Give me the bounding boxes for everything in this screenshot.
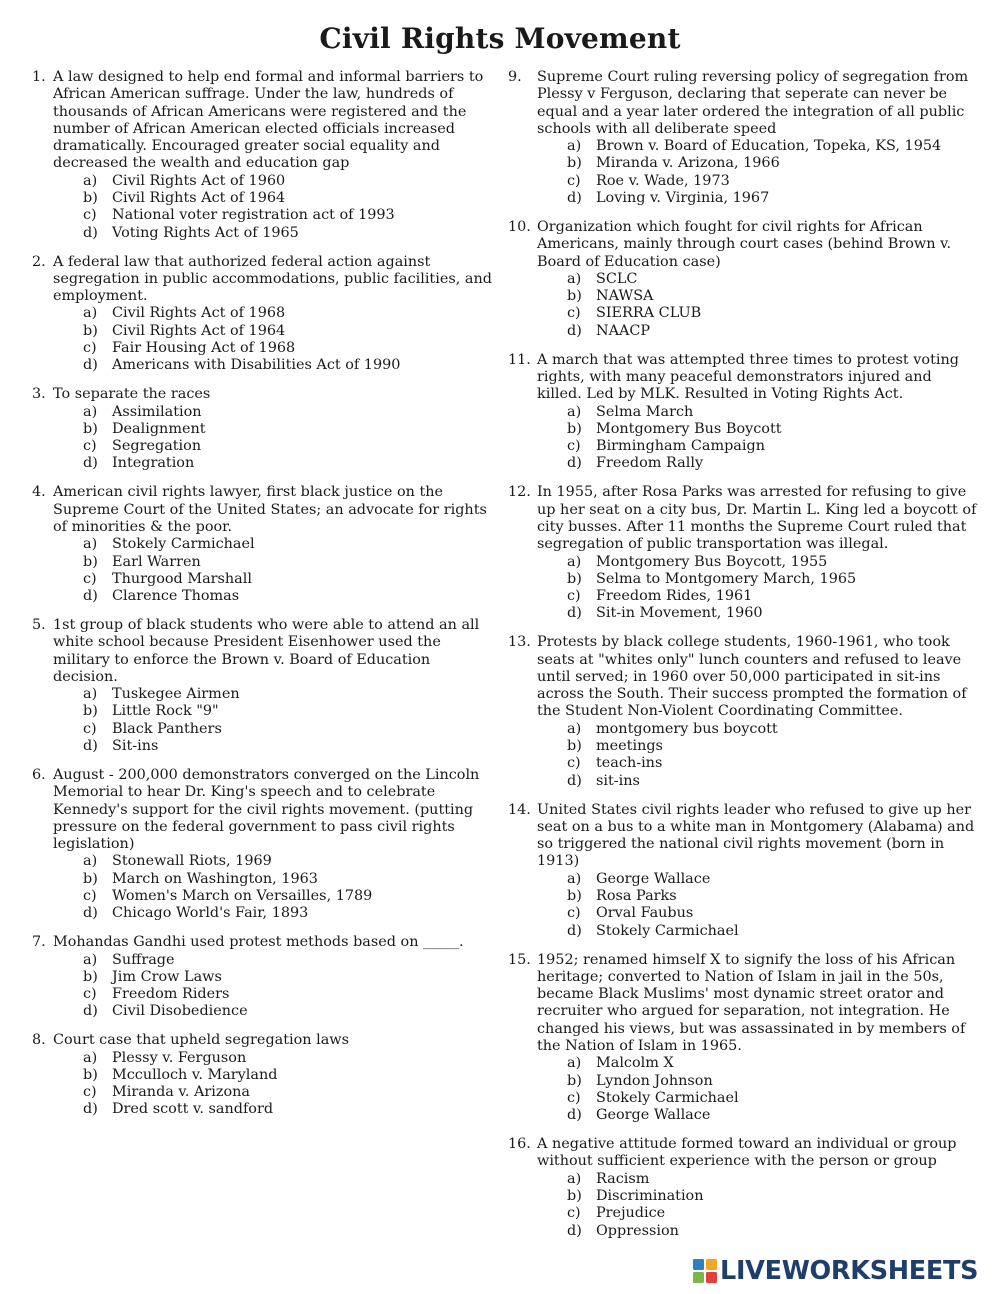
option-letter: a) — [83, 951, 98, 968]
option-text: Fair Housing Act of 1968 — [112, 340, 296, 357]
answer-option — [508, 190, 978, 207]
option-letter: a) — [83, 403, 98, 420]
question-text: 1st group of black students who were able to attend an all white school because President Eisenhower used the military to enforce the Brown v. Board of Education decision. — [53, 616, 480, 685]
option-text: meetings — [596, 738, 663, 755]
answer-option — [32, 588, 494, 605]
answer-options — [32, 686, 494, 755]
question-number: 5. — [32, 616, 46, 633]
answer-options — [508, 271, 978, 340]
option-letter: a) — [83, 172, 98, 189]
question-stem — [32, 1032, 494, 1049]
option-text: Malcolm X — [596, 1055, 674, 1072]
answer-options — [508, 554, 978, 623]
option-text: Miranda v. Arizona — [112, 1084, 250, 1101]
question-text: To separate the races — [53, 386, 211, 403]
answer-option — [508, 738, 978, 755]
answer-options — [508, 404, 978, 473]
option-text: Suffrage — [112, 951, 175, 968]
option-letter: d) — [83, 905, 98, 922]
option-letter: a) — [83, 1049, 98, 1066]
option-text: Stonewall Riots, 1969 — [112, 853, 272, 870]
logo-square-1 — [693, 1259, 704, 1270]
answer-option — [32, 421, 494, 438]
option-text: sit-ins — [596, 772, 640, 789]
answer-options — [508, 871, 978, 940]
option-letter: d) — [83, 1101, 98, 1118]
option-text: Assimilation — [112, 403, 202, 420]
option-text: NAWSA — [596, 288, 654, 305]
question-stem — [508, 1136, 978, 1171]
option-letter: c) — [567, 905, 581, 922]
answer-option — [508, 1055, 978, 1072]
option-text: National voter registration act of 1993 — [112, 207, 395, 224]
option-text: Freedom Rides, 1961 — [596, 588, 753, 605]
page-title: Civil Rights Movement — [319, 22, 681, 55]
option-text: Birmingham Campaign — [596, 438, 765, 455]
question-stem — [32, 386, 494, 403]
question-text: American civil rights lawyer, first black justice on the Supreme Court of the United States; an advocate for rights of minorities & the poor. — [53, 484, 487, 535]
question-item — [32, 617, 494, 755]
question-number: 12. — [508, 484, 531, 501]
option-letter: d) — [567, 455, 582, 472]
option-text: Little Rock "9" — [112, 703, 219, 720]
option-letter: c) — [83, 438, 97, 455]
option-letter: a) — [567, 1055, 582, 1072]
option-letter: b) — [83, 1066, 98, 1083]
answer-option — [32, 1067, 494, 1084]
option-letter: a) — [567, 270, 582, 287]
question-item — [508, 352, 978, 473]
answer-option — [508, 138, 978, 155]
question-item — [32, 934, 494, 1020]
option-text: Tuskegee Airmen — [112, 686, 240, 703]
answer-option — [32, 853, 494, 870]
option-text: March on Washington, 1963 — [112, 870, 318, 887]
option-letter: b) — [567, 1072, 582, 1089]
option-letter: b) — [83, 553, 98, 570]
question-text: In 1955, after Rosa Parks was arrested for refusing to give up her seat on a city bus, Dr. Martin L. King led a boycott of city busses. After 11 months the Supreme Court ruled that segregation of public transportation was illegal. — [537, 484, 977, 553]
answer-option — [32, 952, 494, 969]
option-text: Plessy v. Ferguson — [112, 1049, 247, 1066]
option-text: Civil Disobedience — [112, 1003, 248, 1020]
option-text: Clarence Thomas — [112, 588, 240, 605]
option-text: George Wallace — [596, 870, 711, 887]
option-letter: b) — [567, 288, 582, 305]
logo-square-3 — [693, 1272, 704, 1283]
answer-option — [32, 888, 494, 905]
answer-option — [32, 305, 494, 322]
option-text: NAACP — [596, 322, 651, 339]
option-letter: d) — [567, 322, 582, 339]
option-text: Dred scott v. sandford — [112, 1101, 274, 1118]
answer-option — [508, 888, 978, 905]
option-letter: b) — [83, 968, 98, 985]
question-number: 8. — [32, 1032, 46, 1049]
option-letter: d) — [567, 1222, 582, 1239]
option-text: Prejudice — [596, 1205, 666, 1222]
answer-option — [32, 721, 494, 738]
option-letter: d) — [567, 922, 582, 939]
question-text: Organization which fought for civil rights for African Americans, mainly through court cases (behind Brown v. Board of Education case) — [537, 218, 952, 270]
option-text: montgomery bus boycott — [596, 720, 778, 737]
question-number: 9. — [508, 69, 522, 85]
option-letter: c) — [83, 340, 97, 357]
answer-option — [32, 1003, 494, 1020]
answer-option — [508, 1188, 978, 1205]
liveworksheets-logo-icon — [693, 1259, 717, 1283]
answer-option — [32, 1101, 494, 1118]
answer-option — [32, 738, 494, 755]
left-column — [32, 69, 494, 1130]
answer-option — [508, 173, 978, 190]
question-item — [32, 69, 494, 242]
question-stem — [508, 484, 978, 553]
question-number: 2. — [32, 253, 46, 270]
option-text: Jim Crow Laws — [112, 968, 222, 985]
answer-option — [32, 173, 494, 190]
option-text: Montgomery Bus Boycott — [596, 420, 782, 437]
option-letter: c) — [567, 755, 581, 772]
answer-option — [508, 605, 978, 622]
answer-options — [32, 404, 494, 473]
option-text: Civil Rights Act of 1960 — [112, 172, 286, 189]
option-text: Chicago World's Fair, 1893 — [112, 905, 309, 922]
answer-options — [508, 721, 978, 790]
option-text: Americans with Disabilities Act of 1990 — [112, 357, 401, 374]
question-number: 10. — [508, 218, 531, 235]
option-letter: b) — [567, 155, 582, 172]
option-letter: d) — [83, 455, 98, 472]
answer-option — [32, 686, 494, 703]
question-item — [508, 1136, 978, 1240]
option-text: Integration — [112, 455, 195, 472]
option-letter: a) — [83, 536, 98, 553]
option-text: Stokely Carmichael — [596, 1089, 739, 1106]
answer-options — [32, 1050, 494, 1119]
answer-option — [32, 536, 494, 553]
question-stem — [508, 634, 978, 720]
option-letter: c) — [567, 1205, 581, 1222]
option-text: Stokely Carmichael — [112, 536, 255, 553]
option-text: Civil Rights Act of 1964 — [112, 190, 286, 207]
answer-option — [32, 340, 494, 357]
answer-option — [508, 288, 978, 305]
option-letter: c) — [567, 1089, 581, 1106]
option-letter: a) — [83, 305, 98, 322]
answer-options — [508, 1055, 978, 1124]
answer-option — [32, 905, 494, 922]
answer-option — [32, 969, 494, 986]
option-text: Racism — [596, 1170, 650, 1187]
option-letter: a) — [567, 138, 582, 155]
question-text: 1952; renamed himself X to signify the loss of his African heritage; converted to Nation of Islam in jail in the 50s, became Black Muslims' most dynamic street orator and recruiter who argued for separation, not integration. He changed his views, but was assassinated in by members of the Nation of Islam in 1965. — [537, 951, 966, 1054]
option-text: Earl Warren — [112, 553, 201, 570]
answer-options — [32, 173, 494, 242]
option-letter: d) — [83, 357, 98, 374]
option-text: Civil Rights Act of 1964 — [112, 322, 286, 339]
option-letter: c) — [83, 207, 97, 224]
question-number: 4. — [32, 484, 46, 501]
answer-option — [32, 571, 494, 588]
answer-option — [32, 207, 494, 224]
option-letter: b) — [83, 703, 98, 720]
option-letter: a) — [567, 720, 582, 737]
option-letter: b) — [567, 888, 582, 905]
option-text: Selma to Montgomery March, 1965 — [596, 570, 857, 587]
option-text: Roe v. Wade, 1973 — [596, 172, 730, 189]
answer-options — [32, 536, 494, 605]
option-letter: d) — [83, 224, 98, 241]
option-text: Dealignment — [112, 420, 206, 437]
question-number: 11. — [508, 351, 531, 368]
question-stem — [508, 352, 978, 404]
option-text: Civil Rights Act of 1968 — [112, 305, 286, 322]
option-letter: b) — [567, 738, 582, 755]
question-item — [508, 952, 978, 1125]
option-letter: b) — [83, 322, 98, 339]
option-text: Montgomery Bus Boycott, 1955 — [596, 553, 828, 570]
option-letter: b) — [567, 1187, 582, 1204]
answer-option — [508, 155, 978, 172]
answer-option — [508, 1171, 978, 1188]
option-letter: c) — [567, 588, 581, 605]
option-letter: c) — [83, 720, 97, 737]
option-text: Voting Rights Act of 1965 — [112, 224, 299, 241]
question-stem — [508, 69, 978, 138]
option-letter: a) — [567, 870, 582, 887]
answer-option — [508, 588, 978, 605]
option-letter: a) — [567, 1170, 582, 1187]
answer-option — [508, 421, 978, 438]
option-letter: d) — [567, 1107, 582, 1124]
question-item — [508, 219, 978, 340]
option-text: Rosa Parks — [596, 888, 677, 905]
question-stem — [32, 767, 494, 853]
question-number: 14. — [508, 801, 531, 818]
option-letter: c) — [567, 172, 581, 189]
option-text: George Wallace — [596, 1107, 711, 1124]
option-letter: c) — [567, 305, 581, 322]
question-item — [508, 484, 978, 622]
option-text: Selma March — [596, 403, 694, 420]
option-text: Sit-ins — [112, 738, 159, 755]
answer-option — [32, 455, 494, 472]
question-number: 15. — [508, 951, 531, 968]
question-stem — [32, 617, 494, 686]
answer-option — [508, 571, 978, 588]
question-item — [32, 1032, 494, 1118]
option-letter: b) — [83, 870, 98, 887]
answer-option — [508, 905, 978, 922]
question-text: A federal law that authorized federal action against segregation in public accommodations, public facilities, and employment. — [53, 253, 492, 305]
option-text: Discrimination — [596, 1187, 704, 1204]
answer-option — [508, 438, 978, 455]
option-letter: c) — [83, 888, 97, 905]
option-letter: a) — [83, 686, 98, 703]
question-item — [32, 386, 494, 472]
question-number: 6. — [32, 766, 46, 783]
logo-square-2 — [706, 1259, 717, 1270]
answer-option — [32, 1084, 494, 1101]
answer-option — [508, 404, 978, 421]
question-stem — [32, 254, 494, 306]
option-text: Lyndon Johnson — [596, 1072, 713, 1089]
question-number: 1. — [32, 69, 46, 85]
right-column — [508, 69, 978, 1251]
question-item — [508, 802, 978, 940]
question-text: Supreme Court ruling reversing policy of segregation from Plessy v Ferguson, declaring that seperate can never be equal and a year later ordered the integration of all public schools with all deliberate speed — [537, 69, 969, 137]
question-stem — [508, 952, 978, 1056]
option-letter: d) — [567, 605, 582, 622]
option-text: Thurgood Marshall — [112, 570, 252, 587]
option-text: Freedom Rally — [596, 455, 704, 472]
option-letter: c) — [83, 986, 97, 1003]
question-number: 3. — [32, 386, 46, 403]
question-text: Mohandas Gandhi used protest methods based on _____. — [53, 934, 464, 951]
answer-option — [32, 438, 494, 455]
answer-option — [32, 190, 494, 207]
answer-option — [508, 721, 978, 738]
answer-option — [508, 305, 978, 322]
option-letter: d) — [83, 588, 98, 605]
question-text: Protests by black college students, 1960-1961, who took seats at "whites only" lunch counters and refused to leave until served; in 1960 over 50,000 participated in sit-ins across the South. Their success prompted the formation of the Student Non-Violent Coordinating Committee. — [537, 634, 967, 720]
question-text: United States civil rights leader who refused to give up her seat on a bus to a white man in Montgomery (Alabama) and so triggered the national civil rights movement (born in 1913) — [537, 801, 975, 870]
question-number: 16. — [508, 1136, 531, 1153]
answer-options — [32, 952, 494, 1021]
logo-text: LIVEWORKSHEETS — [720, 1256, 979, 1286]
question-number: 13. — [508, 634, 531, 651]
answer-option — [32, 357, 494, 374]
option-letter: d) — [83, 738, 98, 755]
question-item — [32, 767, 494, 923]
answer-option — [32, 225, 494, 242]
option-text: Brown v. Board of Education, Topeka, KS, 1954 — [596, 138, 942, 155]
option-text: Oppression — [596, 1222, 679, 1239]
option-text: Segregation — [112, 438, 202, 455]
option-text: SIERRA CLUB — [596, 305, 702, 322]
answer-option — [508, 871, 978, 888]
option-text: SCLC — [596, 270, 638, 287]
question-text: A march that was attempted three times to protest voting rights, with many peaceful demonstrators injured and killed. Led by MLK. Resulted in Voting Rights Act. — [537, 351, 959, 403]
answer-option — [508, 773, 978, 790]
option-letter: b) — [83, 190, 98, 207]
answer-option — [32, 1050, 494, 1067]
option-letter: d) — [567, 772, 582, 789]
answer-option — [32, 871, 494, 888]
question-item — [32, 254, 494, 375]
option-text: Mcculloch v. Maryland — [112, 1066, 278, 1083]
answer-options — [32, 853, 494, 922]
option-text: Black Panthers — [112, 720, 222, 737]
answer-option — [32, 703, 494, 720]
answer-option — [508, 755, 978, 772]
answer-option — [508, 1090, 978, 1107]
option-letter: d) — [83, 1003, 98, 1020]
option-letter: a) — [567, 403, 582, 420]
question-item — [32, 484, 494, 605]
option-text: Stokely Carmichael — [596, 922, 739, 939]
answer-option — [508, 923, 978, 940]
answer-option — [508, 554, 978, 571]
question-text: August - 200,000 demonstrators converged on the Lincoln Memorial to hear Dr. King's speech and to celebrate Kennedy's support for the civil rights movement. (putting pressure on the federal government to pass civil rights legislation) — [53, 766, 480, 853]
answer-options — [508, 1171, 978, 1240]
option-text: Orval Faubus — [596, 905, 694, 922]
answer-option — [32, 986, 494, 1003]
answer-option — [508, 1205, 978, 1222]
option-letter: b) — [567, 570, 582, 587]
answer-option — [508, 455, 978, 472]
question-stem — [32, 69, 494, 173]
question-text: A law designed to help end formal and informal barriers to African American suffrage. Under the law, hundreds of thousands of African Americans were registered and the number of African American elected officials increased dramatically. Encouraged greater social equality and decreased the wealth and education gap — [53, 69, 484, 172]
answer-option — [508, 1073, 978, 1090]
answer-option — [32, 554, 494, 571]
option-letter: a) — [83, 853, 98, 870]
question-text: Court case that upheld segregation laws — [53, 1032, 350, 1049]
option-letter: b) — [567, 420, 582, 437]
option-letter: c) — [83, 570, 97, 587]
answer-option — [508, 271, 978, 288]
option-text: Loving v. Virginia, 1967 — [596, 190, 770, 207]
option-letter: a) — [567, 553, 582, 570]
question-stem — [508, 802, 978, 871]
question-item — [508, 69, 978, 207]
question-stem — [32, 934, 494, 951]
option-text: Freedom Riders — [112, 986, 230, 1003]
answer-option — [508, 1107, 978, 1124]
answer-options — [508, 138, 978, 207]
option-text: Miranda v. Arizona, 1966 — [596, 155, 780, 172]
question-stem — [508, 219, 978, 271]
question-text: A negative attitude formed toward an individual or group without sufficient experience with the person or group — [537, 1136, 957, 1170]
option-text: Sit-in Movement, 1960 — [596, 605, 763, 622]
option-text: Women's March on Versailles, 1789 — [112, 888, 373, 905]
answer-option — [508, 323, 978, 340]
question-number: 7. — [32, 934, 46, 951]
answer-option — [32, 323, 494, 340]
logo-square-4 — [706, 1272, 717, 1283]
option-text: teach-ins — [596, 755, 663, 772]
option-letter: c) — [567, 438, 581, 455]
option-letter: d) — [567, 190, 582, 207]
question-item — [508, 634, 978, 790]
question-stem — [32, 484, 494, 536]
liveworksheets-logo — [693, 1256, 993, 1286]
answer-option — [508, 1223, 978, 1240]
answer-options — [32, 305, 494, 374]
option-letter: c) — [83, 1084, 97, 1101]
answer-option — [32, 404, 494, 421]
option-letter: b) — [83, 420, 98, 437]
